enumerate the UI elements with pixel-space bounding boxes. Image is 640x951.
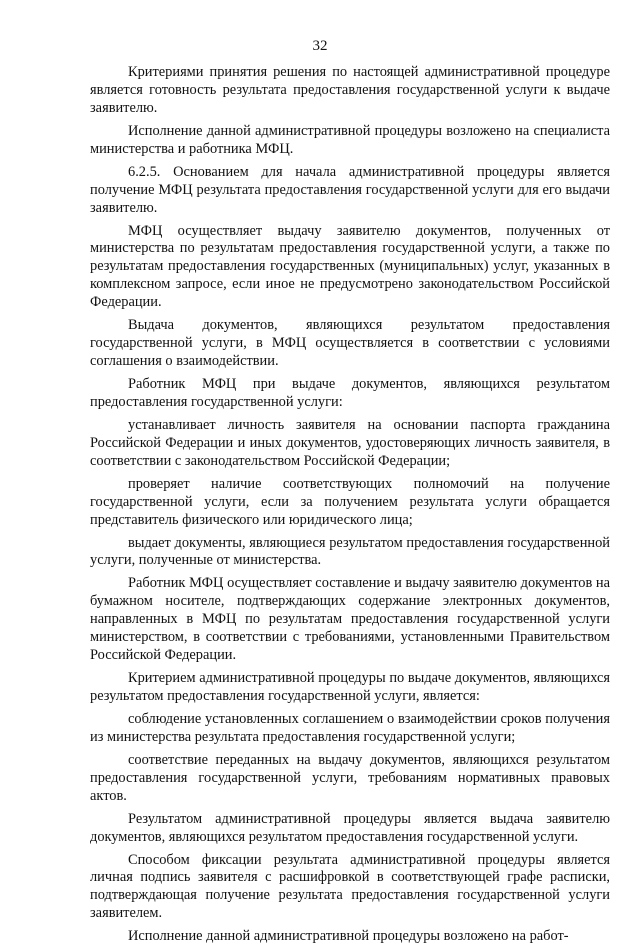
paragraph: Исполнение данной административной процедуры возложено на работ- [128, 928, 569, 945]
paragraph: соответствие переданных на выдачу документов, являющихся результатом предоставления государственной услуги, требованиям нормативных правовых актов. [90, 751, 610, 804]
paragraph: Критериями принятия решения по настоящей административной процедуре является готовность результата предоставления государственной услуги к выдаче заявителю. [90, 64, 610, 116]
paragraph: Исполнение данной административной процедуры возложено на специалиста министерства и работника МФЦ. [90, 122, 610, 157]
paragraph: Результатом административной процедуры является выдача заявителю документов, являющихся результатом предоставления государственной услуги. [90, 810, 610, 845]
paragraph: Выдача документов, являющихся результатом предоставления государственной услуги, в МФЦ осуществляется в соответствии с условиями соглашения о взаимодействии. [90, 317, 610, 369]
paragraph: устанавливает личность заявителя на основании паспорта гражданина Российской Федерации и иных документов, удостоверяющих личность заявителя, в соответствии с законодательством Российской Федерации; [90, 416, 610, 469]
paragraph: соблюдение установленных соглашением о взаимодействии сроков получения из министерства результата предоставления государственной услуги; [90, 710, 610, 745]
paragraph: Работник МФЦ при выдаче документов, являющихся результатом предоставления государственной услуги: [90, 375, 610, 410]
paragraph: Критерием административной процедуры по выдаче документов, являющихся результатом предоставления государственной услуги, является: [90, 670, 610, 704]
paragraph: проверяет наличие соответствующих полномочий на получение государственной услуги, если за получением результата услуги обращается представитель физического или юридического лица; [90, 475, 610, 528]
paragraph: Способом фиксации результата административной процедуры является личная подпись заявителя с расшифровкой в соответствующей графе расписки, подтверждающая получение результата предоставления государственной услуги заявителем. [90, 851, 610, 922]
paragraph: МФЦ осуществляет выдачу заявителю документов, полученных от министерства по результатам предоставления государственной услуги, а также по результатам предоставления государственных (муниципальных) услуг, указанных в комплексном запросе, если иное не предусмотрено законодательством Российской Федерации. [90, 222, 610, 311]
document-text [90, 64, 610, 951]
paragraph: Работник МФЦ осуществляет составление и выдачу заявителю документов на бумажном носителе, подтверждающих содержание электронных документов, направленных в МФЦ по результатам предоставления государственной услуги министерством, в соответствии с требованиями, установленными Правительством Российской Федерации. [90, 575, 610, 664]
page-number: 32 [312, 38, 328, 54]
paragraph: выдает документы, являющиеся результатом предоставления государственной услуги, полученные от министерства. [90, 534, 610, 569]
paragraph: 6.2.5. Основанием для начала административной процедуры является получение МФЦ результата предоставления государственной услуги для его выдачи заявителю. [90, 163, 610, 216]
